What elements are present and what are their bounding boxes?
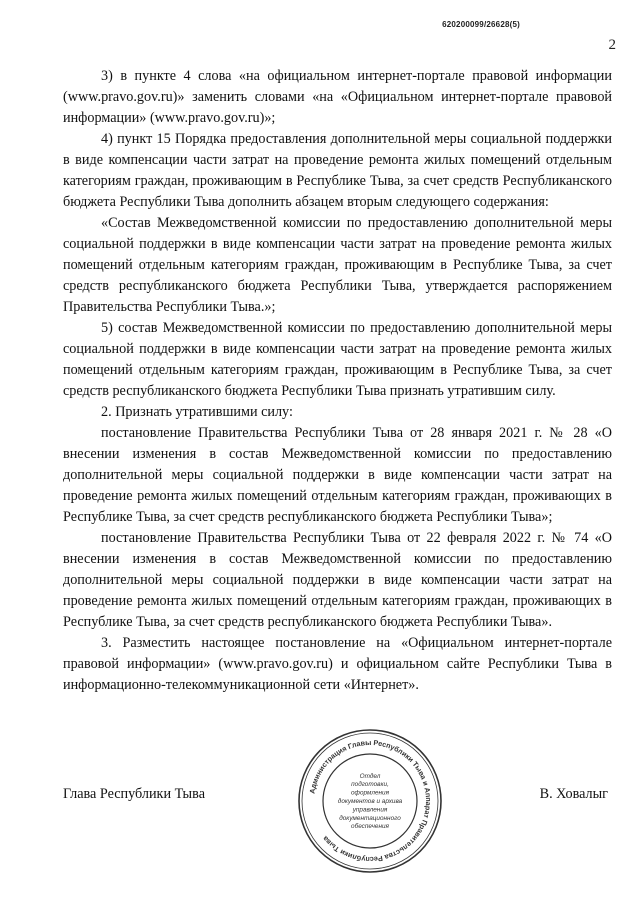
paragraph-item-3: 3) в пункте 4 слова «на официальном интернет-портале правовой информации (www.pravo.gov.ru)» заменить словами «на «Официальном интернет-портале правовой информации» (www.pravo.gov.ru)»; xyxy=(63,68,612,126)
paragraph-section-3: 3. Разместить настоящее постановление на «Официальном интернет-портале правовой информации» (www.pravo.gov.ru) и официальном сайте Республики Тыва в информационно-телекоммуникационной сети «Интернет». xyxy=(63,635,612,693)
document-id: 620200099/26628(5) xyxy=(442,20,520,29)
seal-center-line: документов и архива xyxy=(337,798,403,805)
paragraph-item-4: 4) пункт 15 Порядка предоставления дополнительной меры социальной поддержки в виде компенсации части затрат на проведение ремонта жилых помещений отдельным категориям граждан, проживающим в Республике Тыва, за счет средств Республиканского бюджета Республики Тыва дополнить абзацем вторым следующего содержания: xyxy=(63,131,612,210)
signatory-name: В. Ховалыг xyxy=(539,786,608,802)
seal-center-line: Отдел xyxy=(359,772,381,780)
document-body xyxy=(63,66,612,696)
signatory-title: Глава Республики Тывa xyxy=(63,786,206,802)
seal-center-line: документационного xyxy=(339,814,401,822)
official-seal-icon xyxy=(296,727,444,875)
paragraph-section-2: 2. Признать утратившими силу: xyxy=(101,404,293,420)
seal-center-line: оформления xyxy=(350,789,390,797)
seal-center-line: обеспечения xyxy=(351,823,389,831)
paragraph-resolution-74: постановление Правительства Республики Тыва от 22 февраля 2022 г. № 74 «О внесении изменения в состав Межведомственной комиссии по предоставлению дополнительной меры социальной поддержки в виде компенсации части затрат на проведение ремонта жилых помещений отдельным категориям граждан, проживающих в Республике Тыва, за счет средств республиканского бюджета Республики Тыва». xyxy=(63,530,612,630)
seal-center-line: подготовки, xyxy=(351,781,389,789)
page-number: 2 xyxy=(608,37,616,53)
seal-ring-text: Администрация Главы Республики Тыва и Аппарат Правительства Республики Тыва xyxy=(307,737,434,865)
paragraph-item-5: 5) состав Межведомственной комиссии по предоставлению дополнительной меры социальной поддержки в виде компенсации части затрат на проведение ремонта жилых помещений отдельным категориям граждан, проживающим в Республике Тыва, за счет средств республиканского бюджета Республики Тыва признать утратившим силу. xyxy=(63,320,612,399)
seal-center-line: управления xyxy=(352,806,388,814)
paragraph-resolution-28: постановление Правительства Республики Тыва от 28 января 2021 г. № 28 «О внесении изменения в состав Межведомственной комиссии по предоставлению дополнительной меры социальной поддержки в виде компенсации части затрат на проведение ремонта жилых помещений отдельным категориям граждан, проживающих в Республике Тыва, за счет средств республиканского бюджета Республики Тыва»; xyxy=(63,425,612,525)
paragraph-quote: «Состав Межведомственной комиссии по предоставлению дополнительной меры социальной поддержки в виде компенсации части затрат на проведение ремонта жилых помещений отдельным категориям граждан, проживающим в Республике Тыва, за счет средств республиканского бюджета Республики Тыва, утверждается распоряжением Правительства Республики Тыва.»; xyxy=(63,215,612,315)
